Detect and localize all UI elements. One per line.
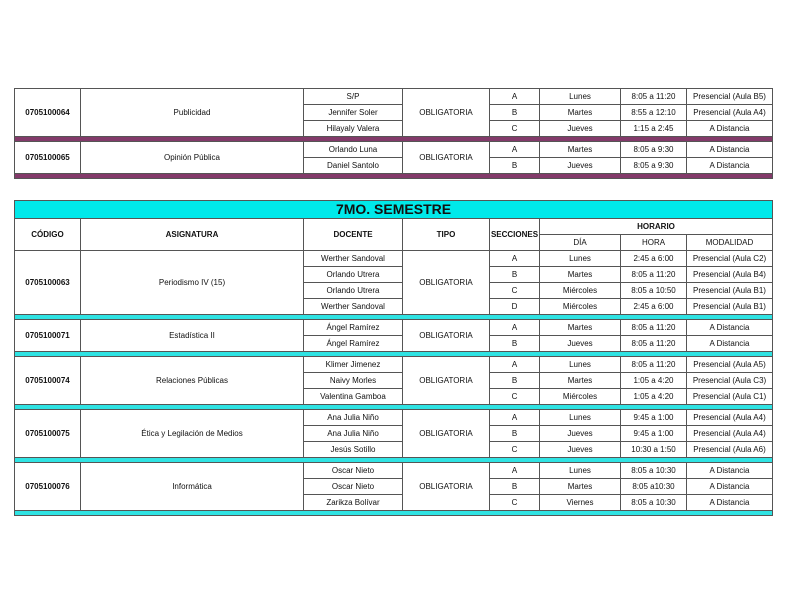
course-section: C: [490, 283, 540, 299]
course-day: Lunes: [540, 89, 621, 105]
course-time: 9:45 a 1:00: [621, 426, 687, 442]
course-day: Jueves: [540, 442, 621, 458]
course-code: 0705100064: [15, 89, 81, 137]
table-row: [15, 357, 773, 373]
course-section: A: [490, 89, 540, 105]
course-teacher: Zarikza Bolívar: [304, 495, 403, 511]
course-day: Martes: [540, 267, 621, 283]
course-section: C: [490, 495, 540, 511]
header-row-1: [15, 219, 773, 235]
course-teacher: Oscar Nieto: [304, 463, 403, 479]
course-modality: Presencial (Aula B4): [687, 267, 773, 283]
header-code: CÓDIGO: [15, 219, 81, 251]
separator-band: [15, 511, 773, 516]
course-time: 8:05 a 11:20: [621, 336, 687, 352]
course-code: 0705100063: [15, 251, 81, 315]
course-teacher: Daniel Santolo: [304, 158, 403, 174]
course-teacher: Ana Julia Niño: [304, 426, 403, 442]
course-teacher: Ángel Ramírez: [304, 320, 403, 336]
header-time: HORA: [621, 235, 687, 251]
course-day: Martes: [540, 373, 621, 389]
course-code: 0705100074: [15, 357, 81, 405]
course-teacher: S/P: [304, 89, 403, 105]
course-section: B: [490, 267, 540, 283]
course-teacher: Jesús Sotillo: [304, 442, 403, 458]
header-modality: MODALIDAD: [687, 235, 773, 251]
course-modality: A Distancia: [687, 336, 773, 352]
course-time: 10:30 a 1:50: [621, 442, 687, 458]
course-modality: A Distancia: [687, 158, 773, 174]
course-day: Lunes: [540, 410, 621, 426]
course-teacher: Jennifer Soler: [304, 105, 403, 121]
course-day: Martes: [540, 320, 621, 336]
course-modality: Presencial (Aula B5): [687, 89, 773, 105]
course-day: Martes: [540, 479, 621, 495]
course-section: C: [490, 389, 540, 405]
course-day: Lunes: [540, 357, 621, 373]
course-modality: A Distancia: [687, 142, 773, 158]
course-section: A: [490, 320, 540, 336]
course-time: 8:05 a 9:30: [621, 142, 687, 158]
course-section: A: [490, 357, 540, 373]
course-modality: Presencial (Aula B1): [687, 299, 773, 315]
course-modality: Presencial (Aula C3): [687, 373, 773, 389]
course-day: Jueves: [540, 426, 621, 442]
course-type: OBLIGATORIA: [403, 357, 490, 405]
header-subject: ASIGNATURA: [81, 219, 304, 251]
table-row: [15, 320, 773, 336]
course-subject: Estadística II: [81, 320, 304, 352]
course-modality: A Distancia: [687, 463, 773, 479]
course-modality: Presencial (Aula A4): [687, 105, 773, 121]
course-modality: A Distancia: [687, 495, 773, 511]
course-day: Lunes: [540, 251, 621, 267]
course-section: B: [490, 479, 540, 495]
course-modality: Presencial (Aula C1): [687, 389, 773, 405]
course-section: B: [490, 426, 540, 442]
course-subject: Periodismo IV (15): [81, 251, 304, 315]
course-time: 1:05 a 4:20: [621, 373, 687, 389]
course-time: 8:05 a 10:50: [621, 283, 687, 299]
course-teacher: Orlando Utrera: [304, 267, 403, 283]
course-time: 8:05 a 9:30: [621, 158, 687, 174]
course-time: 8:05 a 11:20: [621, 267, 687, 283]
course-subject: Relaciones Públicas: [81, 357, 304, 405]
table-row: [15, 410, 773, 426]
course-teacher: Klimer Jimenez: [304, 357, 403, 373]
course-teacher: Orlando Luna: [304, 142, 403, 158]
header-schedule: HORARIO: [540, 219, 773, 235]
header-sections: SECCIONES: [490, 219, 540, 251]
course-code: 0705100065: [15, 142, 81, 174]
course-modality: Presencial (Aula A4): [687, 410, 773, 426]
course-day: Jueves: [540, 158, 621, 174]
course-section: B: [490, 105, 540, 121]
course-day: Miércoles: [540, 283, 621, 299]
course-time: 8:05 a10:30: [621, 479, 687, 495]
course-code: 0705100075: [15, 410, 81, 458]
course-modality: Presencial (Aula B1): [687, 283, 773, 299]
row-separator: [15, 174, 773, 179]
course-code: 0705100071: [15, 320, 81, 352]
semester-schedule-table: [14, 200, 773, 516]
course-time: 8:05 a 11:20: [621, 357, 687, 373]
header-day: DÍA: [540, 235, 621, 251]
course-section: A: [490, 251, 540, 267]
course-teacher: Ángel Ramírez: [304, 336, 403, 352]
course-section: C: [490, 121, 540, 137]
course-section: A: [490, 142, 540, 158]
course-type: OBLIGATORIA: [403, 251, 490, 315]
course-teacher: Naivy Morles: [304, 373, 403, 389]
course-teacher: Werther Sandoval: [304, 251, 403, 267]
course-modality: A Distancia: [687, 320, 773, 336]
separator-band: [15, 174, 773, 179]
course-day: Martes: [540, 142, 621, 158]
course-day: Lunes: [540, 463, 621, 479]
upper-schedule-table: [14, 88, 773, 179]
course-modality: Presencial (Aula A5): [687, 357, 773, 373]
course-subject: Informática: [81, 463, 304, 511]
course-type: OBLIGATORIA: [403, 320, 490, 352]
course-time: 1:15 a 2:45: [621, 121, 687, 137]
header-teacher: DOCENTE: [304, 219, 403, 251]
course-modality: Presencial (Aula A4): [687, 426, 773, 442]
course-time: 1:05 a 4:20: [621, 389, 687, 405]
course-day: Martes: [540, 105, 621, 121]
course-time: 2:45 a 6:00: [621, 251, 687, 267]
course-code: 0705100076: [15, 463, 81, 511]
course-modality: A Distancia: [687, 121, 773, 137]
course-teacher: Ana Julia Niño: [304, 410, 403, 426]
course-time: 2:45 a 6:00: [621, 299, 687, 315]
course-teacher: Hilayaly Valera: [304, 121, 403, 137]
course-modality: Presencial (Aula C2): [687, 251, 773, 267]
header-type: TIPO: [403, 219, 490, 251]
course-time: 8:05 a 11:20: [621, 89, 687, 105]
course-subject: Ética y Legilación de Medios: [81, 410, 304, 458]
table-row: [15, 251, 773, 267]
course-teacher: Valentina Gamboa: [304, 389, 403, 405]
course-day: Viernes: [540, 495, 621, 511]
course-time: 8:55 a 12:10: [621, 105, 687, 121]
course-modality: Presencial (Aula A6): [687, 442, 773, 458]
course-type: OBLIGATORIA: [403, 89, 490, 137]
table-row: [15, 142, 773, 158]
course-section: A: [490, 463, 540, 479]
semester-title-row: [15, 201, 773, 219]
course-type: OBLIGATORIA: [403, 410, 490, 458]
course-time: 9:45 a 1:00: [621, 410, 687, 426]
course-section: D: [490, 299, 540, 315]
course-section: B: [490, 336, 540, 352]
course-subject: Publicidad: [81, 89, 304, 137]
course-day: Miércoles: [540, 389, 621, 405]
row-separator: [15, 511, 773, 516]
course-time: 8:05 a 11:20: [621, 320, 687, 336]
table-row: [15, 463, 773, 479]
table-row: [15, 89, 773, 105]
course-type: OBLIGATORIA: [403, 142, 490, 174]
semester-title: 7MO. SEMESTRE: [15, 201, 773, 219]
course-section: C: [490, 442, 540, 458]
course-subject: Opinión Pública: [81, 142, 304, 174]
course-teacher: Oscar Nieto: [304, 479, 403, 495]
course-day: Jueves: [540, 121, 621, 137]
course-section: B: [490, 158, 540, 174]
course-modality: A Distancia: [687, 479, 773, 495]
course-day: Jueves: [540, 336, 621, 352]
course-teacher: Werther Sandoval: [304, 299, 403, 315]
course-type: OBLIGATORIA: [403, 463, 490, 511]
course-day: Miércoles: [540, 299, 621, 315]
course-time: 8:05 a 10:30: [621, 463, 687, 479]
course-time: 8:05 a 10:30: [621, 495, 687, 511]
course-teacher: Orlando Utrera: [304, 283, 403, 299]
course-section: A: [490, 410, 540, 426]
course-section: B: [490, 373, 540, 389]
